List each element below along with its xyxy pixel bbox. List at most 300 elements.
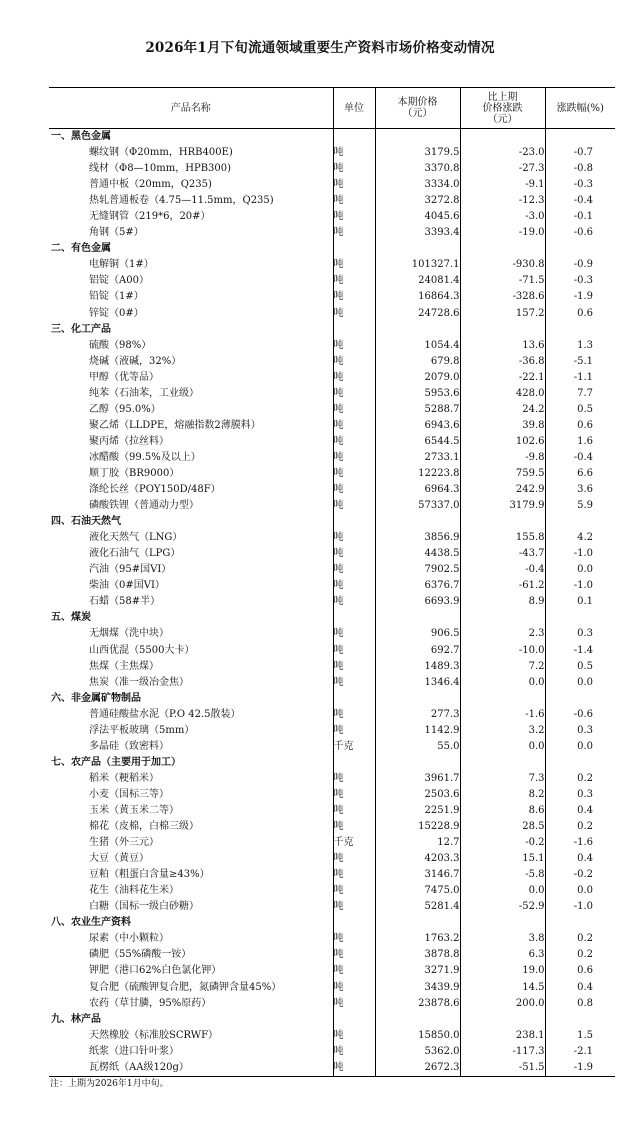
current-price: 15228.9 xyxy=(375,819,460,835)
current-price: 2079.0 xyxy=(375,370,460,386)
change-rate: 0.6 xyxy=(577,419,593,431)
table-row xyxy=(49,1044,615,1060)
product-name: 焦煤（主焦煤） xyxy=(49,659,333,675)
unit: 吨 xyxy=(333,225,375,241)
change-rate: 5.9 xyxy=(577,500,593,512)
header-unit: 单位 xyxy=(333,88,375,129)
unit: 吨 xyxy=(333,562,375,578)
price-change: -12.3 xyxy=(460,193,545,209)
category-empty-cell xyxy=(545,322,615,338)
table-row xyxy=(49,1028,615,1044)
product-name: 汽油（95#国VI） xyxy=(49,562,333,578)
product-name: 液化天然气（LNG） xyxy=(49,530,333,546)
product-name: 石蜡（58#半） xyxy=(49,594,333,610)
product-name: 普通中板（20mm，Q235) xyxy=(49,177,333,193)
category-empty-cell xyxy=(460,755,545,771)
product-name: 农药（草甘膦，95%原药） xyxy=(49,996,333,1012)
category-title: 七、农产品（主要用于加工） xyxy=(49,755,333,771)
change-rate: 0.2 xyxy=(577,949,593,961)
product-name: 顺丁胶（BR9000） xyxy=(49,466,333,482)
category-empty-cell xyxy=(460,514,545,530)
price-change: 3.2 xyxy=(460,723,545,739)
change-rate: 1.3 xyxy=(577,339,593,351)
table-row xyxy=(49,466,615,482)
table-row xyxy=(49,225,615,241)
category-empty-cell xyxy=(545,241,615,257)
current-price: 277.3 xyxy=(375,707,460,723)
product-name: 电解铜（1#） xyxy=(49,257,333,273)
product-name: 浮法平板玻璃（5mm） xyxy=(49,723,333,739)
price-table xyxy=(49,87,615,1077)
table-row xyxy=(49,498,615,514)
change-rate: -0.9 xyxy=(573,259,593,271)
current-price: 3370.8 xyxy=(375,161,460,177)
table-row xyxy=(49,963,615,979)
price-change: 3.8 xyxy=(460,931,545,947)
table-row xyxy=(49,851,615,867)
change-rate: -0.6 xyxy=(573,708,593,720)
current-price: 23878.6 xyxy=(375,996,460,1012)
category-empty-cell xyxy=(375,241,460,257)
current-price: 5362.0 xyxy=(375,1044,460,1060)
product-name: 硫酸（98%） xyxy=(49,338,333,354)
table-row xyxy=(49,209,615,225)
price-change: -0.2 xyxy=(460,835,545,851)
category-row xyxy=(49,610,615,626)
change-rate: 0.3 xyxy=(577,628,593,640)
unit: 吨 xyxy=(333,659,375,675)
current-price: 679.8 xyxy=(375,354,460,370)
change-rate: -0.6 xyxy=(573,227,593,239)
table-row xyxy=(49,273,615,289)
table-row xyxy=(49,257,615,273)
unit: 吨 xyxy=(333,675,375,691)
product-name: 瓦楞纸（AA级120g） xyxy=(49,1060,333,1077)
product-name: 普通硅酸盐水泥（P.O 42.5散装） xyxy=(49,707,333,723)
product-name: 尿素（中小颗粒） xyxy=(49,931,333,947)
price-change: -61.2 xyxy=(460,578,545,594)
unit: 吨 xyxy=(333,1060,375,1077)
product-name: 纸浆（进口针叶浆） xyxy=(49,1044,333,1060)
table-row xyxy=(49,707,615,723)
category-empty-cell xyxy=(545,1012,615,1028)
current-price: 6943.6 xyxy=(375,418,460,434)
unit: 吨 xyxy=(333,418,375,434)
product-name: 多晶硅（致密料） xyxy=(49,739,333,755)
current-price: 3179.5 xyxy=(375,145,460,161)
unit: 吨 xyxy=(333,354,375,370)
price-change: 39.8 xyxy=(460,418,545,434)
table-row xyxy=(49,177,615,193)
category-row xyxy=(49,1012,615,1028)
price-change: -117.3 xyxy=(460,1044,545,1060)
product-name: 聚乙烯（LLDPE，熔融指数2薄膜料） xyxy=(49,418,333,434)
price-change: -51.5 xyxy=(460,1060,545,1077)
product-name: 螺纹钢（Φ20mm，HRB400E) xyxy=(49,145,333,161)
change-rate: 0.0 xyxy=(577,676,593,688)
current-price: 3856.9 xyxy=(375,530,460,546)
current-price: 6964.3 xyxy=(375,482,460,498)
change-rate: 0.3 xyxy=(577,724,593,736)
change-rate: -0.2 xyxy=(573,869,593,881)
current-price: 3961.7 xyxy=(375,771,460,787)
category-empty-cell xyxy=(333,1012,375,1028)
table-row xyxy=(49,482,615,498)
unit: 吨 xyxy=(333,996,375,1012)
current-price: 5953.6 xyxy=(375,386,460,402)
table-row xyxy=(49,803,615,819)
price-change: -43.7 xyxy=(460,546,545,562)
price-change: 759.5 xyxy=(460,466,545,482)
unit: 吨 xyxy=(333,723,375,739)
category-empty-cell xyxy=(460,241,545,257)
price-change: 0.0 xyxy=(460,883,545,899)
price-change: -71.5 xyxy=(460,273,545,289)
price-change: -3.0 xyxy=(460,209,545,225)
table-row xyxy=(49,979,615,995)
unit: 吨 xyxy=(333,931,375,947)
table-row xyxy=(49,787,615,803)
price-change: -1.6 xyxy=(460,707,545,723)
table-row xyxy=(49,562,615,578)
current-price: 2503.6 xyxy=(375,787,460,803)
price-change: 7.2 xyxy=(460,659,545,675)
table-row xyxy=(49,418,615,434)
category-empty-cell xyxy=(375,514,460,530)
category-title: 六、非金属矿物制品 xyxy=(49,691,333,707)
change-rate: 0.6 xyxy=(577,965,593,977)
unit: 吨 xyxy=(333,771,375,787)
category-empty-cell xyxy=(375,610,460,626)
header-change-line: 价格涨跌 xyxy=(482,102,523,114)
change-rate: 0.5 xyxy=(577,403,593,415)
price-change: 242.9 xyxy=(460,482,545,498)
current-price: 3271.9 xyxy=(375,963,460,979)
change-rate: -1.0 xyxy=(573,580,593,592)
category-empty-cell xyxy=(460,691,545,707)
table-row xyxy=(49,899,615,915)
current-price: 5288.7 xyxy=(375,402,460,418)
category-empty-cell xyxy=(375,691,460,707)
price-change: 428.0 xyxy=(460,386,545,402)
current-price: 7475.0 xyxy=(375,883,460,899)
current-price: 1346.4 xyxy=(375,675,460,691)
unit: 吨 xyxy=(333,450,375,466)
change-rate: 6.6 xyxy=(577,468,593,479)
change-rate: 0.2 xyxy=(577,772,593,784)
category-empty-cell xyxy=(460,1012,545,1028)
current-price: 3439.9 xyxy=(375,979,460,995)
current-price: 1489.3 xyxy=(375,659,460,675)
category-title: 九、林产品 xyxy=(49,1012,333,1028)
change-rate: -0.3 xyxy=(573,179,593,191)
product-name: 玉米（黄玉米二等） xyxy=(49,803,333,819)
category-row xyxy=(49,691,615,707)
unit: 吨 xyxy=(333,819,375,835)
unit: 吨 xyxy=(333,803,375,819)
category-row xyxy=(49,322,615,338)
price-change: -10.0 xyxy=(460,643,545,659)
table-row xyxy=(49,450,615,466)
current-price: 4438.5 xyxy=(375,546,460,562)
unit: 吨 xyxy=(333,402,375,418)
table-row xyxy=(49,289,615,305)
category-empty-cell xyxy=(460,915,545,931)
price-change: 6.3 xyxy=(460,947,545,963)
unit: 吨 xyxy=(333,883,375,899)
current-price: 16864.3 xyxy=(375,289,460,305)
product-name: 铅锭（1#） xyxy=(49,289,333,305)
category-empty-cell xyxy=(460,322,545,338)
product-name: 花生（油料花生米） xyxy=(49,883,333,899)
price-change: 0.0 xyxy=(460,675,545,691)
current-price: 15850.0 xyxy=(375,1028,460,1044)
product-name: 磷酸铁锂（普通动力型） xyxy=(49,498,333,514)
unit: 千克 xyxy=(333,835,375,851)
unit: 吨 xyxy=(333,145,375,161)
product-name: 液化石油气（LPG） xyxy=(49,546,333,562)
change-rate: 0.8 xyxy=(577,997,593,1009)
table-row xyxy=(49,530,615,546)
category-title: 四、石油天然气 xyxy=(49,514,333,530)
table-row xyxy=(49,643,615,659)
change-rate: -2.1 xyxy=(573,1045,593,1057)
change-rate: 0.0 xyxy=(577,885,593,897)
change-rate: 0.0 xyxy=(577,740,593,752)
price-change: 2.3 xyxy=(460,626,545,642)
current-price: 692.7 xyxy=(375,643,460,659)
table-row xyxy=(49,771,615,787)
table-row xyxy=(49,370,615,386)
price-change: -930.8 xyxy=(460,257,545,273)
category-empty-cell xyxy=(545,691,615,707)
table-row xyxy=(49,354,615,370)
category-empty-cell xyxy=(333,915,375,931)
product-name: 烧碱（液碱，32%） xyxy=(49,354,333,370)
category-row xyxy=(49,129,615,146)
change-rate: -0.1 xyxy=(573,211,593,223)
unit: 吨 xyxy=(333,1044,375,1060)
current-price: 2251.9 xyxy=(375,803,460,819)
category-title: 五、煤炭 xyxy=(49,610,333,626)
current-price: 7902.5 xyxy=(375,562,460,578)
unit: 吨 xyxy=(333,1028,375,1044)
current-price: 6376.7 xyxy=(375,578,460,594)
current-price: 12223.8 xyxy=(375,466,460,482)
unit: 吨 xyxy=(333,707,375,723)
unit: 吨 xyxy=(333,578,375,594)
unit: 吨 xyxy=(333,306,375,322)
product-name: 小麦（国标三等） xyxy=(49,787,333,803)
table-row xyxy=(49,723,615,739)
unit: 吨 xyxy=(333,530,375,546)
table-row xyxy=(49,161,615,177)
change-rate: -0.7 xyxy=(573,147,593,159)
unit: 吨 xyxy=(333,979,375,995)
category-empty-cell xyxy=(375,755,460,771)
unit: 吨 xyxy=(333,594,375,610)
unit: 吨 xyxy=(333,482,375,498)
product-name: 大豆（黄豆） xyxy=(49,851,333,867)
product-name: 稻米（粳稻米） xyxy=(49,771,333,787)
category-title: 三、化工产品 xyxy=(49,322,333,338)
product-name: 天然橡胶（标准胶SCRWF） xyxy=(49,1028,333,1044)
unit: 吨 xyxy=(333,370,375,386)
product-name: 复合肥（硫酸钾复合肥，氮磷钾含量45%） xyxy=(49,979,333,995)
category-empty-cell xyxy=(545,129,615,146)
table-row xyxy=(49,145,615,161)
unit: 吨 xyxy=(333,466,375,482)
unit: 吨 xyxy=(333,161,375,177)
current-price: 2733.1 xyxy=(375,450,460,466)
current-price: 4045.6 xyxy=(375,209,460,225)
category-empty-cell xyxy=(375,322,460,338)
price-change: -27.3 xyxy=(460,161,545,177)
change-rate: 0.6 xyxy=(577,307,593,319)
price-change: -5.8 xyxy=(460,867,545,883)
current-price: 1142.9 xyxy=(375,723,460,739)
unit: 吨 xyxy=(333,193,375,209)
unit: 吨 xyxy=(333,851,375,867)
current-price: 24728.6 xyxy=(375,306,460,322)
category-empty-cell xyxy=(333,129,375,146)
header-change xyxy=(460,88,545,129)
table-row xyxy=(49,819,615,835)
current-price: 3878.8 xyxy=(375,947,460,963)
price-change: 8.6 xyxy=(460,803,545,819)
category-title: 八、农业生产资料 xyxy=(49,915,333,931)
product-name: 山西优混（5500大卡） xyxy=(49,643,333,659)
change-rate: -1.0 xyxy=(573,901,593,913)
product-name: 钾肥（港口62%白色氯化钾） xyxy=(49,963,333,979)
header-price-line: （元） xyxy=(402,108,433,119)
category-empty-cell xyxy=(333,241,375,257)
category-empty-cell xyxy=(460,129,545,146)
price-change: -328.6 xyxy=(460,289,545,305)
change-rate: -0.4 xyxy=(573,195,593,207)
category-empty-cell xyxy=(375,1012,460,1028)
footnote: 注：上期为2026年1月中旬。 xyxy=(50,1079,169,1089)
table-body xyxy=(49,129,615,1077)
price-change: -23.0 xyxy=(460,145,545,161)
table-row xyxy=(49,1060,615,1077)
table-row xyxy=(49,659,615,675)
table-row xyxy=(49,867,615,883)
category-empty-cell xyxy=(333,322,375,338)
product-name: 棉花（皮棉，白棉三级） xyxy=(49,819,333,835)
table-row xyxy=(49,306,615,322)
unit: 吨 xyxy=(333,257,375,273)
product-name: 豆粕（粗蛋白含量≥43%） xyxy=(49,867,333,883)
current-price: 3334.0 xyxy=(375,177,460,193)
category-empty-cell xyxy=(333,755,375,771)
current-price: 57337.0 xyxy=(375,498,460,514)
price-change: 14.5 xyxy=(460,979,545,995)
price-change: 0.0 xyxy=(460,739,545,755)
table-row xyxy=(49,739,615,755)
table-row xyxy=(49,578,615,594)
product-name: 锌锭（0#） xyxy=(49,306,333,322)
change-rate: 0.4 xyxy=(577,853,593,865)
unit: 吨 xyxy=(333,546,375,562)
current-price: 6544.5 xyxy=(375,434,460,450)
change-rate: 1.5 xyxy=(577,1029,593,1041)
current-price: 3146.7 xyxy=(375,867,460,883)
unit: 吨 xyxy=(333,899,375,915)
table-row xyxy=(49,386,615,402)
unit: 吨 xyxy=(333,867,375,883)
header-name: 产品名称 xyxy=(49,88,333,129)
unit: 吨 xyxy=(333,386,375,402)
table-row xyxy=(49,546,615,562)
header-change-line: （元） xyxy=(487,113,518,125)
change-rate: 0.4 xyxy=(577,804,593,816)
current-price: 55.0 xyxy=(375,739,460,755)
price-change: -52.9 xyxy=(460,899,545,915)
category-empty-cell xyxy=(545,915,615,931)
change-rate: -5.1 xyxy=(573,355,593,367)
current-price: 4203.3 xyxy=(375,851,460,867)
product-name: 焦炭（准一级冶金焦） xyxy=(49,675,333,691)
price-change: 238.1 xyxy=(460,1028,545,1044)
category-empty-cell xyxy=(545,610,615,626)
category-empty-cell xyxy=(545,514,615,530)
unit: 吨 xyxy=(333,498,375,514)
product-name: 涤纶长丝（POY150D/48F） xyxy=(49,482,333,498)
unit: 吨 xyxy=(333,787,375,803)
change-rate: -0.4 xyxy=(573,451,593,463)
product-name: 生猪（外三元） xyxy=(49,835,333,851)
price-change: 13.6 xyxy=(460,338,545,354)
price-change: 8.2 xyxy=(460,787,545,803)
category-empty-cell xyxy=(333,610,375,626)
product-name: 纯苯（石油苯，工业级） xyxy=(49,386,333,402)
change-rate: 0.5 xyxy=(577,660,593,672)
product-name: 甲醇（优等品） xyxy=(49,370,333,386)
table-row xyxy=(49,675,615,691)
table-header xyxy=(49,88,615,129)
change-rate: -1.1 xyxy=(573,371,593,383)
category-row xyxy=(49,755,615,771)
current-price: 906.5 xyxy=(375,626,460,642)
category-row xyxy=(49,514,615,530)
table-row xyxy=(49,931,615,947)
product-name: 白糖（国标一级白砂糖） xyxy=(49,899,333,915)
category-empty-cell xyxy=(375,915,460,931)
category-title: 二、有色金属 xyxy=(49,241,333,257)
unit: 吨 xyxy=(333,209,375,225)
table-row xyxy=(49,835,615,851)
price-change: 3179.9 xyxy=(460,498,545,514)
price-change: -22.1 xyxy=(460,370,545,386)
unit: 吨 xyxy=(333,177,375,193)
change-rate: 0.2 xyxy=(577,933,593,945)
product-name: 铝锭（A00） xyxy=(49,273,333,289)
table-row xyxy=(49,996,615,1012)
price-change: 24.2 xyxy=(460,402,545,418)
product-name: 无烟煤（洗中块） xyxy=(49,626,333,642)
unit: 吨 xyxy=(333,338,375,354)
current-price: 101327.1 xyxy=(375,257,460,273)
header-price-line: 本期价格 xyxy=(397,97,438,108)
current-price: 12.7 xyxy=(375,835,460,851)
change-rate: -1.0 xyxy=(573,548,593,560)
product-name: 乙醇（95.0%） xyxy=(49,402,333,418)
unit: 吨 xyxy=(333,643,375,659)
change-rate: -0.8 xyxy=(573,163,593,175)
change-rate: 0.2 xyxy=(577,821,593,833)
price-change: 28.5 xyxy=(460,819,545,835)
